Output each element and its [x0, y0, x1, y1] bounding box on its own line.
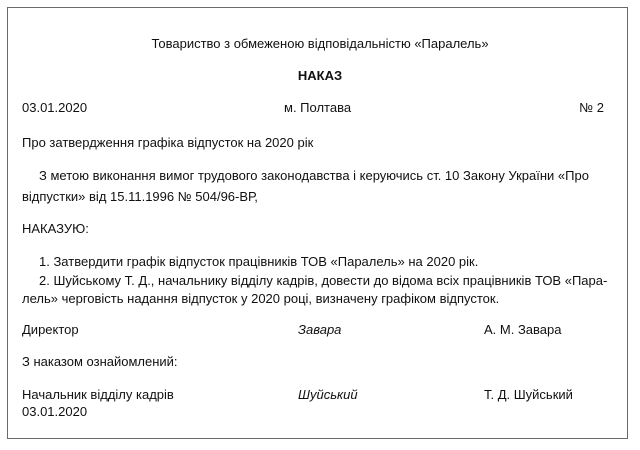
hr-date: 03.01.2020: [22, 404, 88, 419]
preamble-line-1: З метою виконання вимог трудового законодавства і керуючись ст. 10 Закону України «Про: [39, 168, 589, 183]
director-signature: Завара: [298, 322, 342, 337]
order-item-2-line-2: лель» черговість надання відпусток у 2020 році, визначену графіком відпусток.: [22, 291, 500, 306]
order-item-1: 1. Затвердити графік відпусток працівників ТОВ «Паралель» на 2020 рік.: [39, 254, 479, 269]
order-item-2-line-1: 2. Шуйському Т. Д., начальнику відділу кадрів, довести до відома всіх працівників ТОВ «Пара-: [39, 273, 608, 288]
organization-name: Товариство з обмеженою відповідальністю «Паралель»: [151, 36, 489, 51]
document-subject: Про затвердження графіка відпусток на 2020 рік: [22, 135, 314, 150]
hr-name: Т. Д. Шуйський: [484, 387, 573, 402]
director-title: Директор: [22, 322, 79, 337]
hr-title: Начальник відділу кадрів: [22, 387, 174, 402]
order-word: НАКАЗУЮ:: [22, 221, 89, 236]
acquainted-label: З наказом ознайомлений:: [22, 354, 178, 369]
document-city: м. Полтава: [284, 100, 352, 115]
document-title: НАКАЗ: [297, 68, 343, 83]
director-name: А. М. Завара: [484, 322, 562, 337]
document-number: № 2: [579, 100, 604, 115]
hr-signature: Шуйський: [298, 387, 358, 402]
preamble-line-2: відпустки» від 15.11.1996 № 504/96-ВР,: [22, 189, 258, 204]
document-date: 03.01.2020: [22, 100, 88, 115]
